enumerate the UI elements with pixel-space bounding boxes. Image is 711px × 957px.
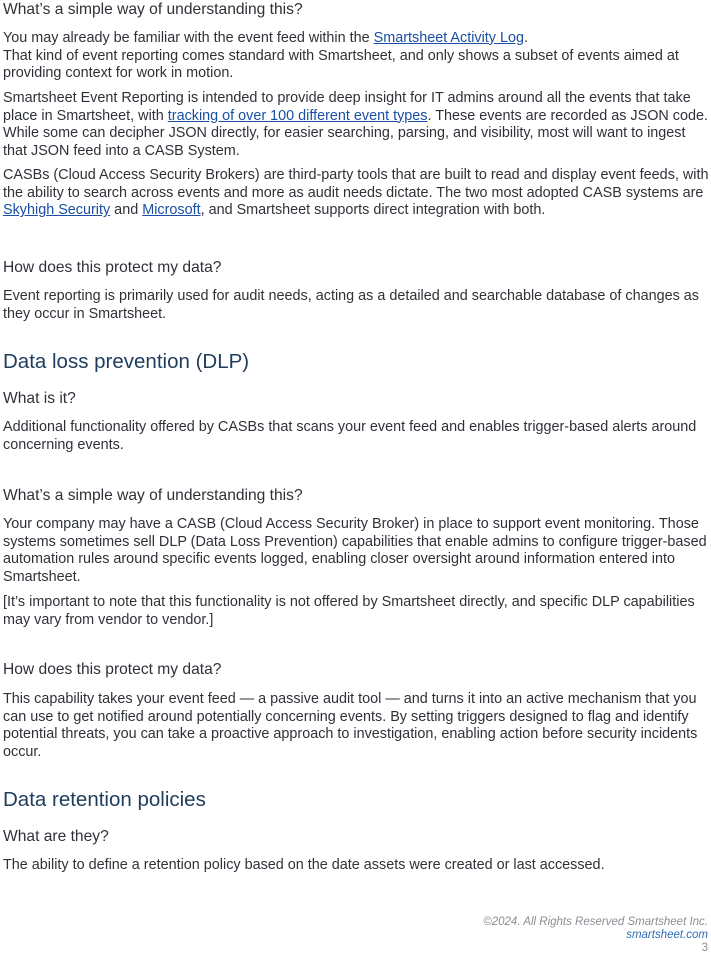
footer-copyright: ©2024. All Rights Reserved Smartsheet Inc. [483,916,708,928]
dlp-note-paragraph: [It’s important to note that this functionality is not offered by Smartsheet directly, and specific DLP capabilities may vary from vendor to vendor.] [3,594,695,628]
paragraph-event-reporting: Smartsheet Event Reporting is intended to provide deep insight for IT admins around all the events that take place in Smartsheet, with tracking of over 100 different event types. These events are recorded as JSON code. While some can decipher JSON directly, for easier searching, parsing, and visibility, most will want to ingest that JSON feed into a CASB System. [3,90,709,159]
paragraph-activity-log-cont: That kind of event reporting comes standard with Smartsheet, and only shows a subset of events aimed at providing context for work in motion. [3,47,679,82]
paragraph-event-reporting-audit: Event reporting is primarily used for audit needs, acting as a detailed and searchable database of changes as they occur in Smartsheet. [3,288,699,322]
page-number: 3 [701,942,708,954]
dlp-what-paragraph: Additional functionality offered by CASBs that scans your event feed and enables trigger-based alerts around concerning events. [3,419,697,453]
microsoft-link[interactable]: Microsoft [142,202,201,219]
skyhigh-security-link[interactable]: Skyhigh Security [3,202,111,219]
activity-log-link[interactable]: Smartsheet Activity Log [373,30,525,46]
dlp-simple-heading: What’s a simple way of understanding this? [3,487,303,504]
retention-what-heading: What are they? [3,828,109,845]
section-heading-simple-understanding: What’s a simple way of understanding this? [3,1,303,18]
paragraph-casb: CASBs (Cloud Access Security Brokers) are third-party tools that are built to read and display event feeds, with the ability to search across events and more as audit needs dictate. The two most adopted CASB systems are Skyhigh Security and Microsoft, and Smartsheet supports direct integration with both. [3,167,709,219]
paragraph-activity-log: You may already be familiar with the event feed within the Smartsheet Activity Log. That kind of event reporting comes standard with Smartsheet, and only shows a subset of events aimed at providing context for work in motion. [3,30,711,83]
event-types-link[interactable]: tracking of over 100 different event types [167,107,428,124]
page-footer [483,916,708,955]
dlp-protect-heading: How does this protect my data? [3,661,222,678]
dlp-simple-paragraph: Your company may have a CASB (Cloud Access Security Broker) in place to support event monitoring. Those systems sometimes sell DLP (Data Loss Prevention) capabilities that enable admins to configure trigger-based automation rules around specific events logged, enabling closer oversight around information entered into Smartsheet. [3,516,707,585]
retention-what-paragraph: The ability to define a retention policy based on the date assets were created or last accessed. [3,857,605,873]
dlp-title: Data loss prevention (DLP) [3,350,250,373]
dlp-what-heading: What is it? [3,390,76,407]
footer-site-link[interactable]: smartsheet.com [626,929,708,941]
section-heading-protect-event-reporting: How does this protect my data? [3,259,222,276]
dlp-protect-paragraph: This capability takes your event feed — a passive audit tool — and turns it into an active mechanism that you can use to get notified around potentially concerning events. By setting triggers designed to flag and identify potential threats, you can take a proactive approach to investigation, enabling action before security incidents occur. [3,691,698,760]
retention-title: Data retention policies [3,788,206,811]
